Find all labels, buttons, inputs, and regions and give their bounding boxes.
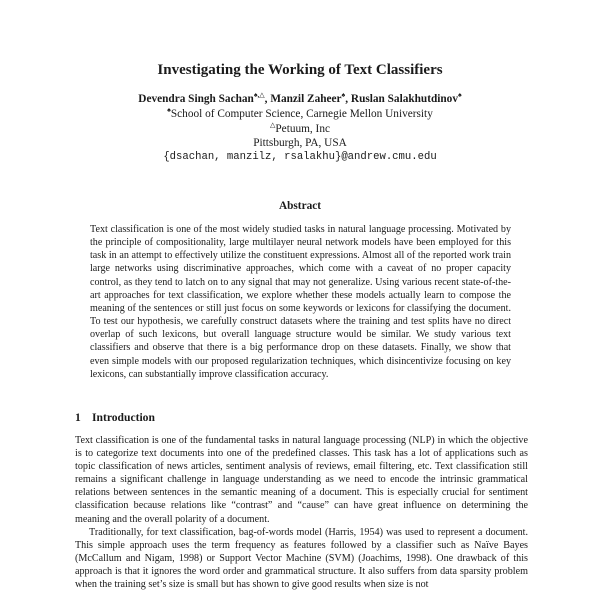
author-affiliation-mark: ♠ <box>341 91 346 99</box>
paragraph: Text classification is one of the fundamental tasks in natural language processing (NLP) in which the objective is to categorize text documents into one of the predefined classes. This task has a lot of applications such as topic classification of news articles, sentiment analysis of reviews, email filtering, etc. Text classification still remains a significant challenge in language understanding as we need to encode the intrinsic grammatical relations between sentences in the semantic meaning of a document. This is especially crucial for sentiment classification because relations like “contrast” and “cause” can have great influence on determining the meaning and the overall polarity of a document. <box>75 435 528 525</box>
section-heading <box>75 411 155 424</box>
abstract-body: Text classification is one of the most widely studied tasks in natural language processing. Motivated by the principle of compositionality, large multilayer neural network models have been employed for this task in an attempt to effectively utilize the constituent expressions. Almost all of the reported work train large networks using discriminative approaches, which come with a caveat of no proper capacity control, as they tend to latch on to any signal that may not generalize. Using various recent state-of-the-art approaches for text classification, we explore whether these models actually learn to compose the meaning of the sentences or still just focus on some keywords or lexicons for classifying the document. To test our hypothesis, we carefully construct datasets where the training and test splits have no direct overlap of such lexicons, but overall language structure would be similar. We study various text classifiers and observe that there is a big performance drop on these datasets. Finally, we show that even simple models with our proposed regularization techniques, which disincentivize focusing on key lexicons, can substantially improve classification accuracy. <box>90 224 511 380</box>
author-separator: , <box>345 93 351 105</box>
author-affiliation-mark: ♠,△ <box>253 91 265 99</box>
author-name: Devendra Singh Sachan <box>138 93 254 105</box>
section-title: Introduction <box>92 411 155 424</box>
paragraph: Traditionally, for text classification, bag-of-words model (Harris, 1954) was used to represent a document. This simple approach uses the term frequency as features followed by a classifier such as Naïve Bayes (McCallum and Nigam, 1998) or Support Vector Machine (SVM) (Joachims, 1998). One drawback of this approach is that it ignores the word order and grammatical structure. It also suffers from data sparsity problem when the training set’s size is small but has shown to give good results when size is not <box>75 526 528 591</box>
section-number: 1 <box>75 411 81 424</box>
paper-title: Investigating the Working of Text Classifiers <box>157 62 443 78</box>
affiliation-text: Petuum, Inc <box>275 123 330 135</box>
affiliation-petuum <box>0 123 600 135</box>
abstract-heading: Abstract <box>278 200 322 212</box>
affiliation-mark: △ <box>270 121 276 129</box>
author-line <box>0 93 600 105</box>
author-separator: , <box>264 93 271 105</box>
author-name: Manzil Zaheer <box>270 93 342 105</box>
affiliation-cmu <box>0 108 600 120</box>
author-affiliation-mark: ♠ <box>457 91 462 99</box>
author-name: Ruslan Salakhutdinov <box>350 93 458 105</box>
affiliation-text: School of Computer Science, Carnegie Mellon University <box>170 108 433 120</box>
author-emails: {dsachan, manzilz, rsalakhu}@andrew.cmu.edu <box>163 151 437 163</box>
location: Pittsburgh, PA, USA <box>253 137 347 149</box>
affiliation-mark: ♠ <box>167 106 171 114</box>
introduction-body <box>75 434 528 591</box>
